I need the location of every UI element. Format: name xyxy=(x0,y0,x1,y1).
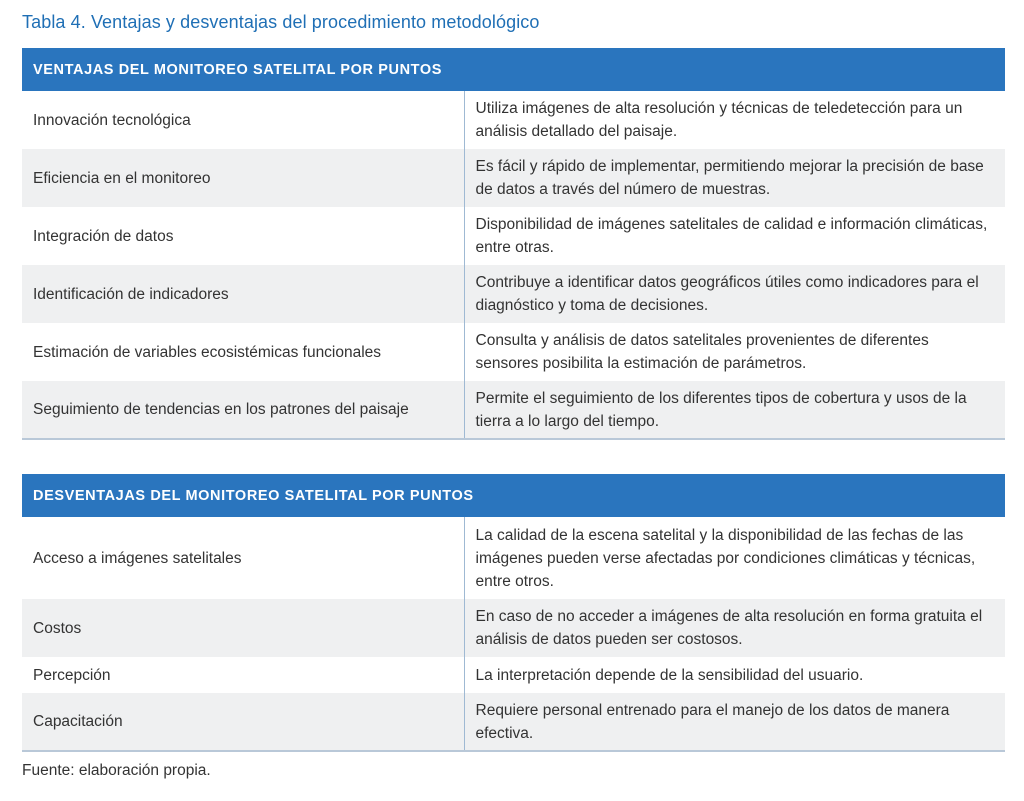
table-caption: Tabla 4. Ventajas y desventajas del procedimiento metodológico xyxy=(22,12,540,32)
table-row xyxy=(22,149,1005,207)
table-row xyxy=(22,381,1005,439)
table-row xyxy=(22,265,1005,323)
row-label: Integración de datos xyxy=(22,207,464,265)
row-label: Acceso a imágenes satelitales xyxy=(22,517,464,599)
row-description: Contribuye a identificar datos geográficos útiles como indicadores para el diagnóstico y toma de decisiones. xyxy=(464,265,1005,323)
row-label: Capacitación xyxy=(22,693,464,751)
row-description: Disponibilidad de imágenes satelitales de calidad e información climáticas, entre otras. xyxy=(464,207,1005,265)
row-description: Utiliza imágenes de alta resolución y técnicas de teledetección para un análisis detallado del paisaje. xyxy=(464,91,1005,149)
row-label: Percepción xyxy=(22,657,464,693)
table-row xyxy=(22,599,1005,657)
table-row xyxy=(22,91,1005,149)
table-row xyxy=(22,693,1005,751)
row-description: La calidad de la escena satelital y la disponibilidad de las fechas de las imágenes pueden verse afectadas por condiciones climáticas y técnicas, entre otros. xyxy=(464,517,1005,599)
row-label: Identificación de indicadores xyxy=(22,265,464,323)
advantages-header: VENTAJAS DEL MONITOREO SATELITAL POR PUNTOS xyxy=(22,48,1005,91)
row-label: Seguimiento de tendencias en los patrones del paisaje xyxy=(22,381,464,439)
row-label: Costos xyxy=(22,599,464,657)
row-label: Estimación de variables ecosistémicas funcionales xyxy=(22,323,464,381)
table-row xyxy=(22,323,1005,381)
advantages-table xyxy=(22,48,1005,440)
disadvantages-header: DESVENTAJAS DEL MONITOREO SATELITAL POR PUNTOS xyxy=(22,474,1005,517)
disadvantages-table xyxy=(22,474,1005,752)
table-row xyxy=(22,207,1005,265)
row-description: Es fácil y rápido de implementar, permitiendo mejorar la precisión de base de datos a través del número de muestras. xyxy=(464,149,1005,207)
row-description: La interpretación depende de la sensibilidad del usuario. xyxy=(464,657,1005,693)
source-note: Fuente: elaboración propia. xyxy=(22,762,211,779)
row-description: Requiere personal entrenado para el manejo de los datos de manera efectiva. xyxy=(464,693,1005,751)
row-description: Consulta y análisis de datos satelitales provenientes de diferentes sensores posibilita la estimación de parámetros. xyxy=(464,323,1005,381)
row-description: Permite el seguimiento de los diferentes tipos de cobertura y usos de la tierra a lo largo del tiempo. xyxy=(464,381,1005,439)
table-row xyxy=(22,517,1005,599)
row-label: Eficiencia en el monitoreo xyxy=(22,149,464,207)
row-description: En caso de no acceder a imágenes de alta resolución en forma gratuita el análisis de datos pueden ser costosos. xyxy=(464,599,1005,657)
table-row xyxy=(22,657,1005,693)
row-label: Innovación tecnológica xyxy=(22,91,464,149)
